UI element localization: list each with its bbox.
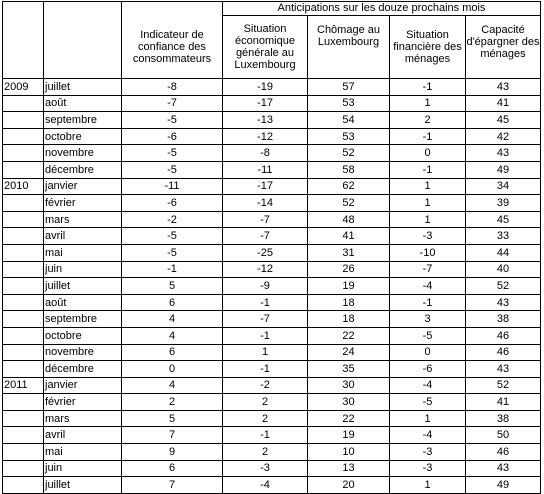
capacite-cell: 34	[466, 178, 541, 195]
situation-eco-cell: -1	[223, 327, 308, 344]
situation-eco-cell: -2	[223, 377, 308, 394]
situation-fin-cell: -6	[390, 361, 466, 378]
table-row	[3, 444, 541, 461]
year-cell	[3, 261, 44, 278]
confidence-cell: 5	[122, 278, 223, 295]
confidence-cell: -5	[122, 112, 223, 129]
year-cell	[3, 145, 44, 162]
month-cell: juin	[44, 261, 122, 278]
table-row	[3, 377, 541, 394]
month-cell: septembre	[44, 311, 122, 328]
situation-fin-cell: 1	[390, 195, 466, 212]
table-row	[3, 228, 541, 245]
table-row	[3, 195, 541, 212]
capacite-cell: 43	[466, 145, 541, 162]
header-chomage: Chômage au Luxembourg	[308, 16, 390, 79]
month-cell: janvier	[44, 377, 122, 394]
chomage-cell: 22	[308, 410, 390, 427]
capacite-cell: 41	[466, 394, 541, 411]
table-row	[3, 128, 541, 145]
month-cell: septembre	[44, 112, 122, 129]
situation-eco-cell: -4	[223, 477, 308, 494]
capacite-cell: 43	[466, 361, 541, 378]
year-cell	[3, 444, 44, 461]
year-cell	[3, 394, 44, 411]
situation-fin-cell: -4	[390, 377, 466, 394]
situation-eco-cell: -19	[223, 79, 308, 96]
month-cell: décembre	[44, 161, 122, 178]
situation-fin-cell: -3	[390, 460, 466, 477]
month-cell: juillet	[44, 477, 122, 494]
situation-fin-cell: 1	[390, 95, 466, 112]
situation-fin-cell: 1	[390, 178, 466, 195]
year-cell	[3, 361, 44, 378]
capacite-cell: 43	[466, 460, 541, 477]
year-cell	[3, 211, 44, 228]
month-cell: octobre	[44, 128, 122, 145]
situation-fin-cell: -1	[390, 294, 466, 311]
situation-fin-cell: -3	[390, 228, 466, 245]
chomage-cell: 57	[308, 79, 390, 96]
header-year-blank	[3, 2, 44, 79]
situation-eco-cell: -12	[223, 128, 308, 145]
year-cell: 2010	[3, 178, 44, 195]
header-confidence: Indicateur de confiance des consommateurs	[122, 2, 223, 79]
situation-fin-cell: 1	[390, 477, 466, 494]
capacite-cell: 33	[466, 228, 541, 245]
year-cell	[3, 294, 44, 311]
year-cell	[3, 410, 44, 427]
confidence-cell: -1	[122, 261, 223, 278]
year-cell	[3, 244, 44, 261]
header-anticipations-group: Anticipations sur les douze prochains mois	[223, 2, 541, 16]
table-row	[3, 145, 541, 162]
table-row	[3, 95, 541, 112]
capacite-cell: 49	[466, 161, 541, 178]
year-cell: 2009	[3, 79, 44, 96]
chomage-cell: 18	[308, 311, 390, 328]
header-situation-economique: Situation économique générale au Luxembourg	[223, 16, 308, 79]
chomage-cell: 41	[308, 228, 390, 245]
confidence-cell: -5	[122, 145, 223, 162]
confidence-cell: 9	[122, 444, 223, 461]
month-cell: octobre	[44, 327, 122, 344]
chomage-cell: 18	[308, 294, 390, 311]
situation-eco-cell: -12	[223, 261, 308, 278]
table-row	[3, 294, 541, 311]
table-row	[3, 311, 541, 328]
month-cell: février	[44, 195, 122, 212]
situation-eco-cell: -11	[223, 161, 308, 178]
situation-eco-cell: -1	[223, 294, 308, 311]
situation-eco-cell: -3	[223, 460, 308, 477]
year-cell	[3, 95, 44, 112]
confidence-cell: 0	[122, 361, 223, 378]
situation-eco-cell: 2	[223, 444, 308, 461]
table-row	[3, 477, 541, 494]
year-cell	[3, 278, 44, 295]
capacite-cell: 45	[466, 211, 541, 228]
chomage-cell: 53	[308, 95, 390, 112]
capacite-cell: 42	[466, 128, 541, 145]
situation-fin-cell: -10	[390, 244, 466, 261]
capacite-cell: 45	[466, 112, 541, 129]
situation-fin-cell: 3	[390, 311, 466, 328]
month-cell: mars	[44, 410, 122, 427]
situation-fin-cell: -4	[390, 278, 466, 295]
month-cell: mai	[44, 444, 122, 461]
capacite-cell: 41	[466, 95, 541, 112]
confidence-cell: -5	[122, 228, 223, 245]
situation-fin-cell: 1	[390, 211, 466, 228]
chomage-cell: 19	[308, 278, 390, 295]
table-row	[3, 79, 541, 96]
table-row	[3, 327, 541, 344]
year-cell	[3, 344, 44, 361]
chomage-cell: 24	[308, 344, 390, 361]
capacite-cell: 52	[466, 278, 541, 295]
situation-eco-cell: -17	[223, 178, 308, 195]
situation-fin-cell: 0	[390, 145, 466, 162]
situation-fin-cell: 1	[390, 410, 466, 427]
confidence-cell: -8	[122, 79, 223, 96]
situation-fin-cell: -5	[390, 327, 466, 344]
header-month-blank	[44, 2, 122, 79]
month-cell: novembre	[44, 344, 122, 361]
year-cell	[3, 228, 44, 245]
year-cell	[3, 327, 44, 344]
situation-fin-cell: -5	[390, 394, 466, 411]
year-cell	[3, 161, 44, 178]
month-cell: avril	[44, 427, 122, 444]
capacite-cell: 46	[466, 344, 541, 361]
month-cell: décembre	[44, 361, 122, 378]
table-row	[3, 161, 541, 178]
table-row	[3, 460, 541, 477]
header-capacite-epargner: Capacité d'épargner des ménages	[466, 16, 541, 79]
situation-eco-cell: -14	[223, 195, 308, 212]
table-body	[3, 79, 541, 494]
capacite-cell: 50	[466, 427, 541, 444]
year-cell: 2011	[3, 377, 44, 394]
confidence-cell: 7	[122, 477, 223, 494]
situation-fin-cell: -1	[390, 79, 466, 96]
consumer-confidence-table	[2, 1, 541, 494]
capacite-cell: 49	[466, 477, 541, 494]
situation-eco-cell: 1	[223, 344, 308, 361]
month-cell: mars	[44, 211, 122, 228]
situation-fin-cell: 0	[390, 344, 466, 361]
situation-eco-cell: -17	[223, 95, 308, 112]
chomage-cell: 48	[308, 211, 390, 228]
month-cell: juin	[44, 460, 122, 477]
table-row	[3, 394, 541, 411]
confidence-cell: -6	[122, 128, 223, 145]
table-row	[3, 410, 541, 427]
situation-eco-cell: -8	[223, 145, 308, 162]
capacite-cell: 38	[466, 311, 541, 328]
situation-eco-cell: -1	[223, 361, 308, 378]
capacite-cell: 38	[466, 410, 541, 427]
confidence-cell: 6	[122, 344, 223, 361]
capacite-cell: 46	[466, 444, 541, 461]
situation-eco-cell: -13	[223, 112, 308, 129]
situation-fin-cell: 2	[390, 112, 466, 129]
situation-fin-cell: -4	[390, 427, 466, 444]
chomage-cell: 22	[308, 327, 390, 344]
year-cell	[3, 128, 44, 145]
confidence-cell: 6	[122, 294, 223, 311]
year-cell	[3, 477, 44, 494]
month-cell: novembre	[44, 145, 122, 162]
capacite-cell: 40	[466, 261, 541, 278]
month-cell: août	[44, 95, 122, 112]
chomage-cell: 26	[308, 261, 390, 278]
month-cell: juillet	[44, 278, 122, 295]
situation-eco-cell: -9	[223, 278, 308, 295]
chomage-cell: 53	[308, 128, 390, 145]
chomage-cell: 30	[308, 394, 390, 411]
chomage-cell: 10	[308, 444, 390, 461]
table-row	[3, 178, 541, 195]
capacite-cell: 43	[466, 79, 541, 96]
table-row	[3, 361, 541, 378]
chomage-cell: 19	[308, 427, 390, 444]
confidence-cell: 4	[122, 327, 223, 344]
confidence-cell: -2	[122, 211, 223, 228]
confidence-cell: 2	[122, 394, 223, 411]
chomage-cell: 62	[308, 178, 390, 195]
situation-eco-cell: -7	[223, 228, 308, 245]
header-situation-financiere: Situation financière des ménages	[390, 16, 466, 79]
table-row	[3, 278, 541, 295]
confidence-cell: 4	[122, 311, 223, 328]
confidence-cell: -11	[122, 178, 223, 195]
chomage-cell: 13	[308, 460, 390, 477]
capacite-cell: 43	[466, 294, 541, 311]
chomage-cell: 30	[308, 377, 390, 394]
situation-fin-cell: -7	[390, 261, 466, 278]
confidence-cell: -6	[122, 195, 223, 212]
chomage-cell: 31	[308, 244, 390, 261]
situation-eco-cell: -7	[223, 211, 308, 228]
capacite-cell: 52	[466, 377, 541, 394]
year-cell	[3, 311, 44, 328]
table-row	[3, 112, 541, 129]
situation-fin-cell: -1	[390, 128, 466, 145]
table-row	[3, 427, 541, 444]
table-row	[3, 344, 541, 361]
month-cell: janvier	[44, 178, 122, 195]
situation-eco-cell: -25	[223, 244, 308, 261]
table-row	[3, 261, 541, 278]
month-cell: juillet	[44, 79, 122, 96]
confidence-cell: 7	[122, 427, 223, 444]
chomage-cell: 52	[308, 145, 390, 162]
chomage-cell: 35	[308, 361, 390, 378]
table-row	[3, 244, 541, 261]
month-cell: avril	[44, 228, 122, 245]
capacite-cell: 39	[466, 195, 541, 212]
situation-eco-cell: 2	[223, 410, 308, 427]
capacite-cell: 44	[466, 244, 541, 261]
year-cell	[3, 427, 44, 444]
confidence-cell: -5	[122, 244, 223, 261]
table-row	[3, 211, 541, 228]
table-wrapper	[2, 1, 541, 494]
confidence-cell: -7	[122, 95, 223, 112]
confidence-cell: -5	[122, 161, 223, 178]
month-cell: août	[44, 294, 122, 311]
month-cell: mai	[44, 244, 122, 261]
chomage-cell: 20	[308, 477, 390, 494]
chomage-cell: 54	[308, 112, 390, 129]
situation-fin-cell: -3	[390, 444, 466, 461]
chomage-cell: 52	[308, 195, 390, 212]
year-cell	[3, 460, 44, 477]
situation-fin-cell: -1	[390, 161, 466, 178]
chomage-cell: 58	[308, 161, 390, 178]
situation-eco-cell: -7	[223, 311, 308, 328]
capacite-cell: 46	[466, 327, 541, 344]
confidence-cell: 5	[122, 410, 223, 427]
year-cell	[3, 112, 44, 129]
situation-eco-cell: -1	[223, 427, 308, 444]
month-cell: février	[44, 394, 122, 411]
situation-eco-cell: 2	[223, 394, 308, 411]
confidence-cell: 6	[122, 460, 223, 477]
year-cell	[3, 195, 44, 212]
confidence-cell: 4	[122, 377, 223, 394]
